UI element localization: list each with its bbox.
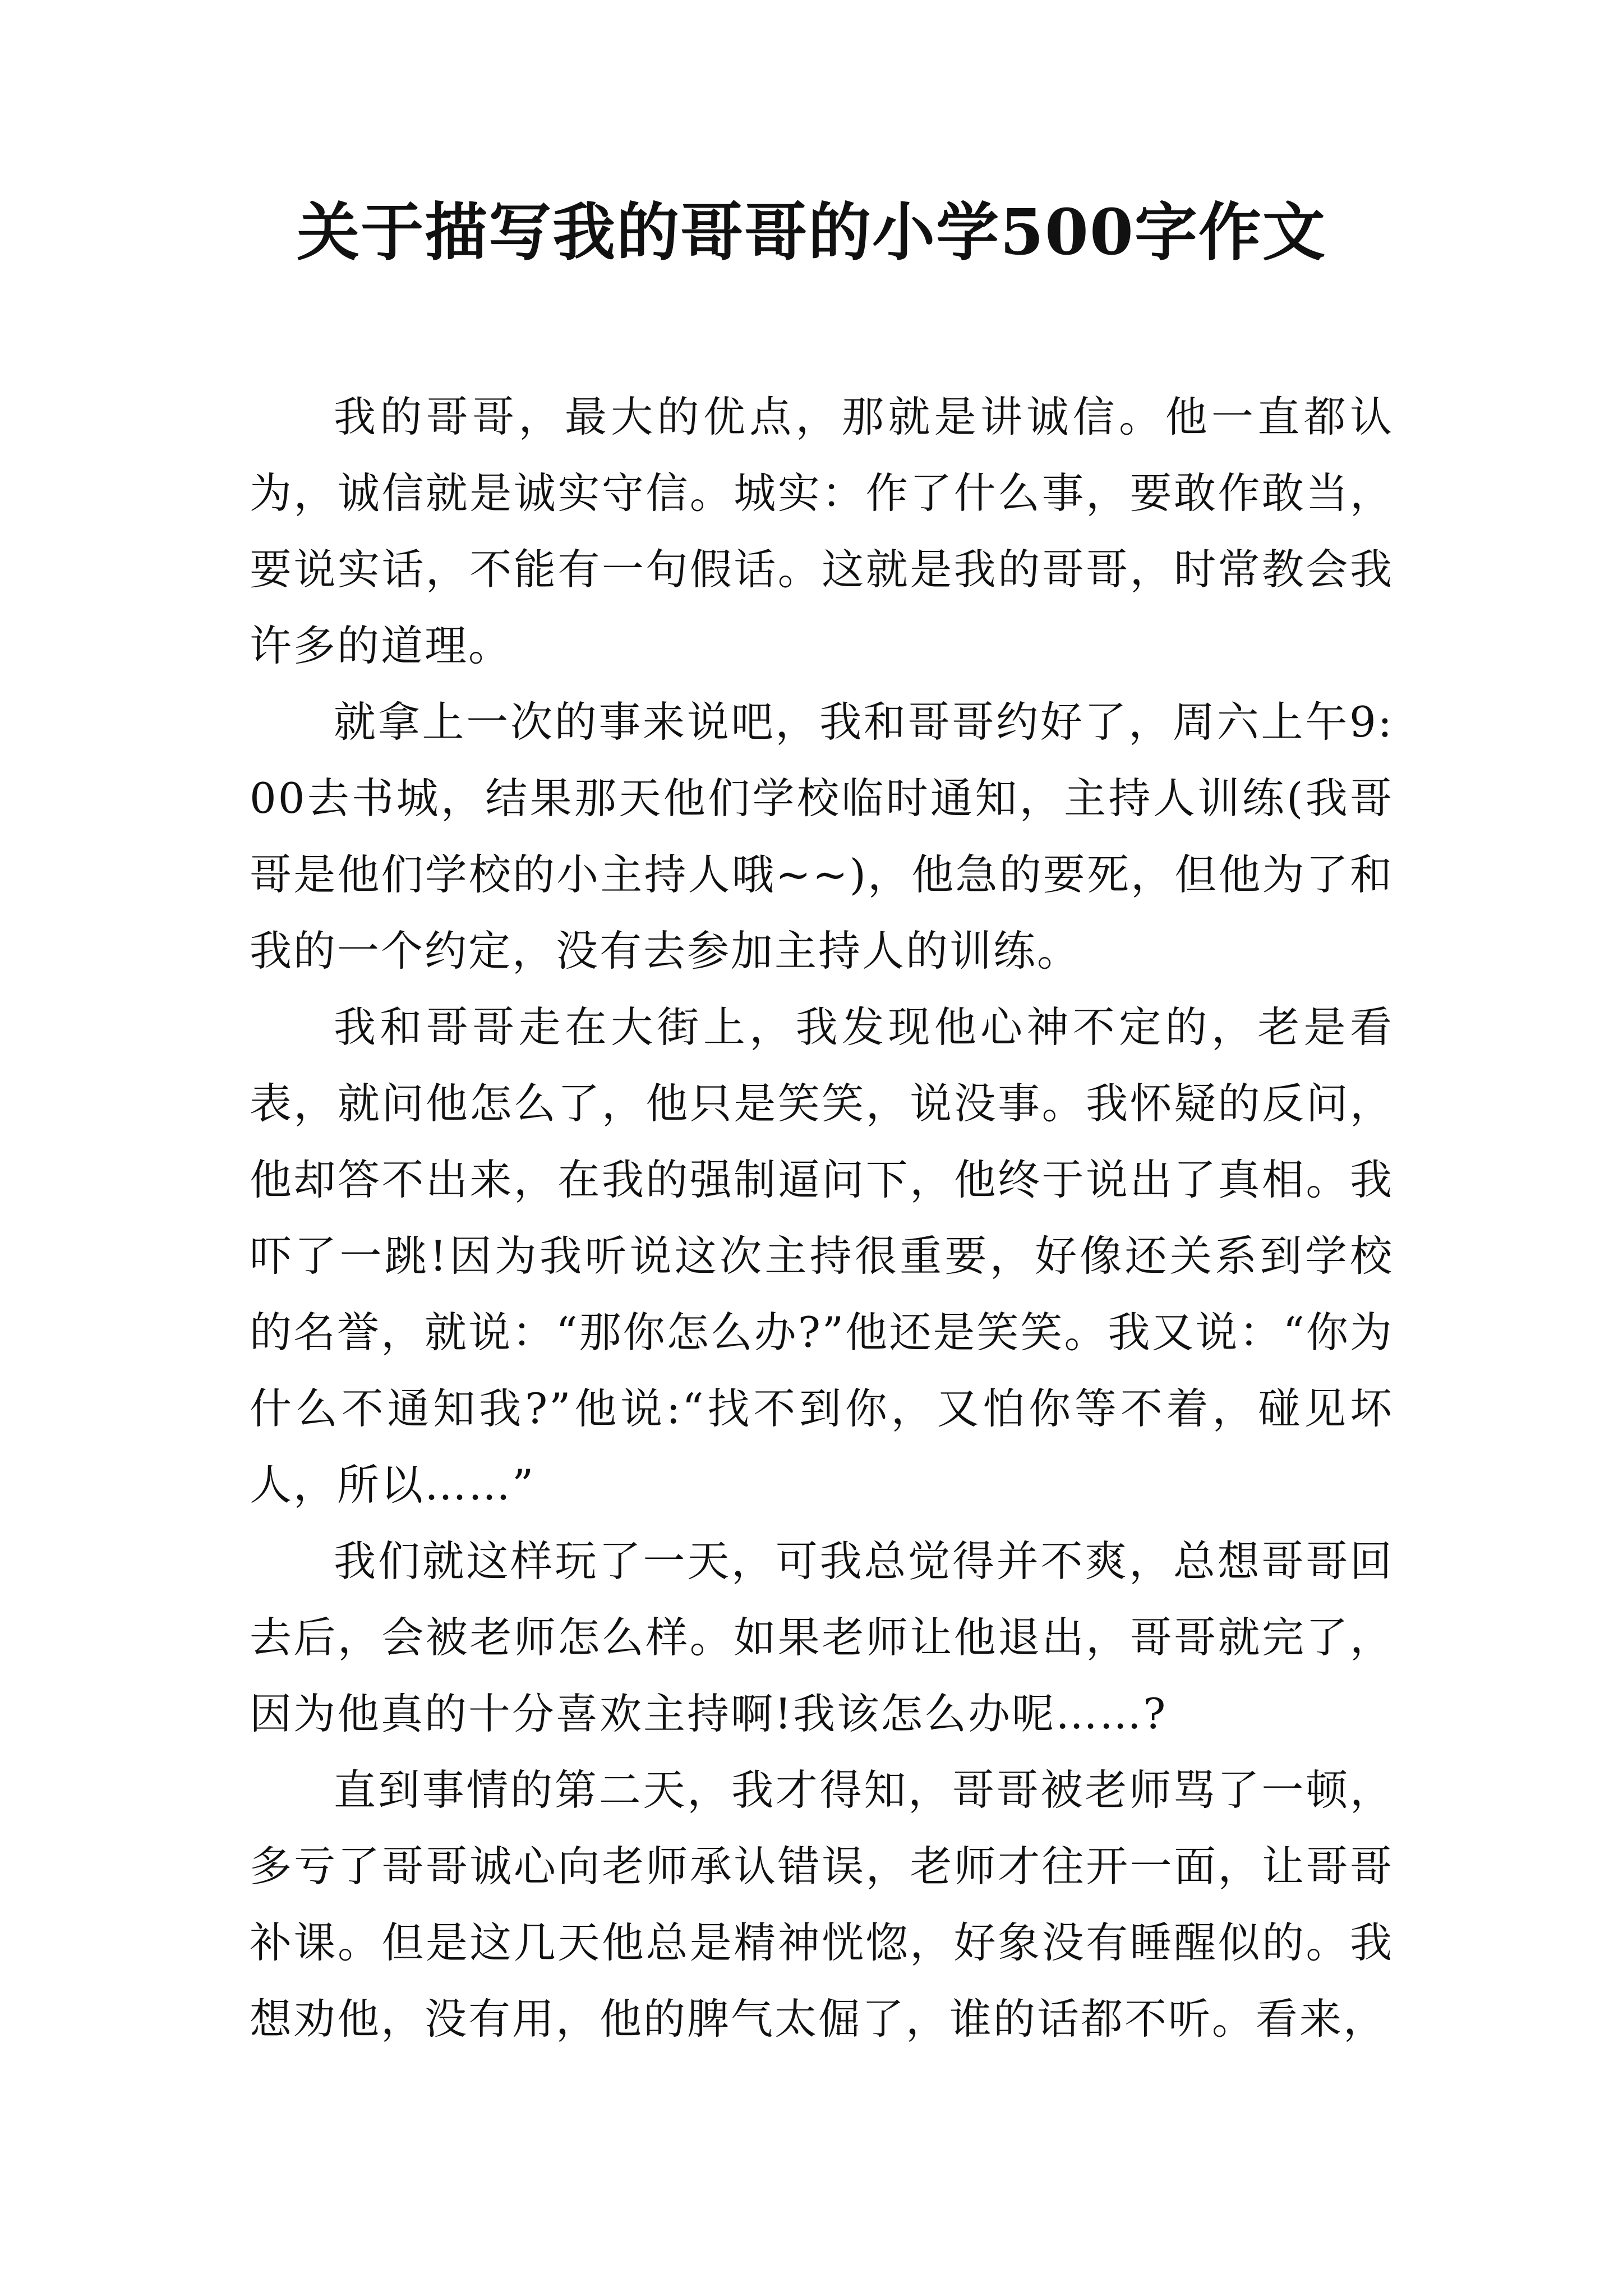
document-title: 关于描写我的哥哥的小学500字作文 bbox=[297, 196, 1326, 269]
paragraph-2: 就拿上一次的事来说吧，我和哥哥约好了，周六上午9:00去书城，结果那天他们学校临时通知，主持人训练(我哥哥是他们学校的小主持人哦~~)，他急的要死，但他为了和我的一个约定，没有去参加主持人的训练。 bbox=[250, 697, 1394, 976]
paragraph-3: 我和哥哥走在大街上，我发现他心神不定的，老是看表，就问他怎么了，他只是笑笑，说没事。我怀疑的反问，他却答不出来，在我的强制逼问下，他终于说出了真相。我吓了一跳!因为我听说这次主持很重要，好像还关系到学校的名誉，就说：“那你怎么办?”他还是笑笑。我又说：“你为什么不通知我?”他说:“找不到你，又怕你等不着，碰见坏人，所以……” bbox=[250, 1002, 1394, 1510]
document-body bbox=[250, 379, 1394, 2057]
paragraph-4: 我们就这样玩了一天，可我总觉得并不爽，总想哥哥回去后，会被老师怎么样。如果老师让他退出，哥哥就完了，因为他真的十分喜欢主持啊!我该怎么办呢……? bbox=[250, 1536, 1394, 1738]
paragraph-1: 我的哥哥，最大的优点，那就是讲诚信。他一直都认为，诚信就是诚实守信。城实：作了什么事，要敢作敢当，要说实话，不能有一句假话。这就是我的哥哥，时常教会我许多的道理。 bbox=[250, 392, 1394, 670]
paragraph-5: 直到事情的第二天，我才得知，哥哥被老师骂了一顿，多亏了哥哥诚心向老师承认错误，老师才往开一面，让哥哥补课。但是这几天他总是精神恍惚，好象没有睡醒似的。我想劝他，没有用，他的脾气太倔了，谁的话都不听。看来， bbox=[250, 1765, 1394, 2044]
